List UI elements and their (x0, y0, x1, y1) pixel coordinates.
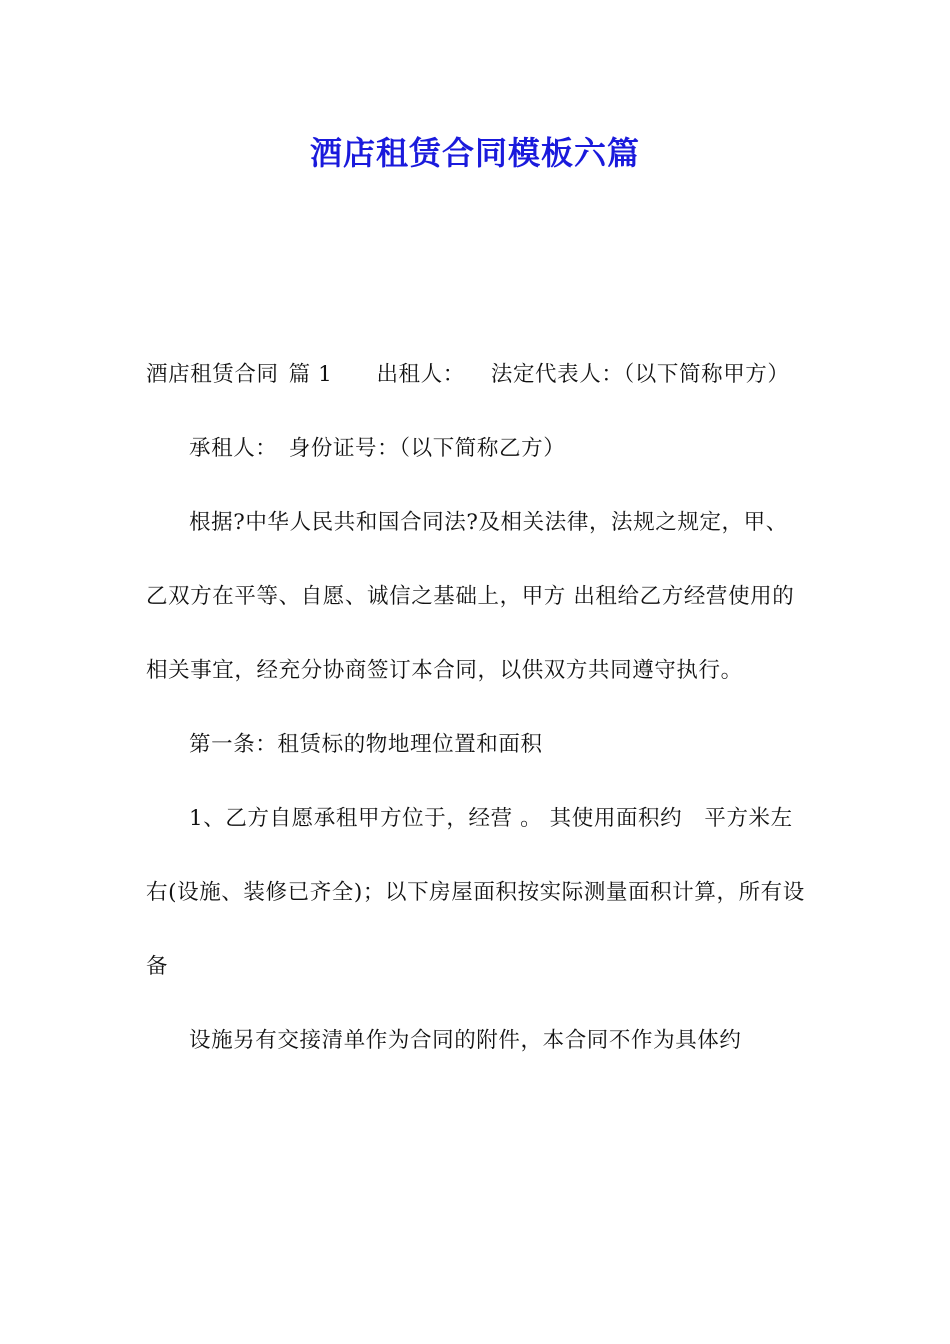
representative-label: 法定代表人：（以下简称甲方） (490, 362, 790, 387)
clause-one-paragraph: 1、乙方自愿承租甲方位于，经营 。 其使用面积约 平方米左右(设施、装修已齐全)；以下房屋面积按实际测量面积计算，所有设备 (146, 806, 805, 979)
basis-paragraph: 根据?中华人民共和国合同法?及相关法律，法规之规定，甲、乙双方在平等、自愿、诚信之基础上，甲方 出租给乙方经营使用的相关事宜，经充分协商签订本合同，以供双方共同遵守执行。 (146, 510, 795, 683)
lessor-label: 出租人： (376, 362, 465, 387)
document-body (146, 338, 806, 1078)
section-label: 篇 1 (288, 362, 333, 387)
opening-paragraph (146, 338, 806, 412)
contract-heading: 酒店租赁合同 (146, 362, 279, 387)
article-one-heading: 第一条：租赁标的物地理位置和面积 (189, 732, 543, 757)
document-title: 酒店租赁合同模板六篇 (309, 134, 640, 172)
facilities-paragraph: 设施另有交接清单作为合同的附件，本合同不作为具体约 (189, 1028, 742, 1053)
lessee-paragraph: 承租人： 身份证号：（以下简称乙方） (189, 436, 566, 461)
